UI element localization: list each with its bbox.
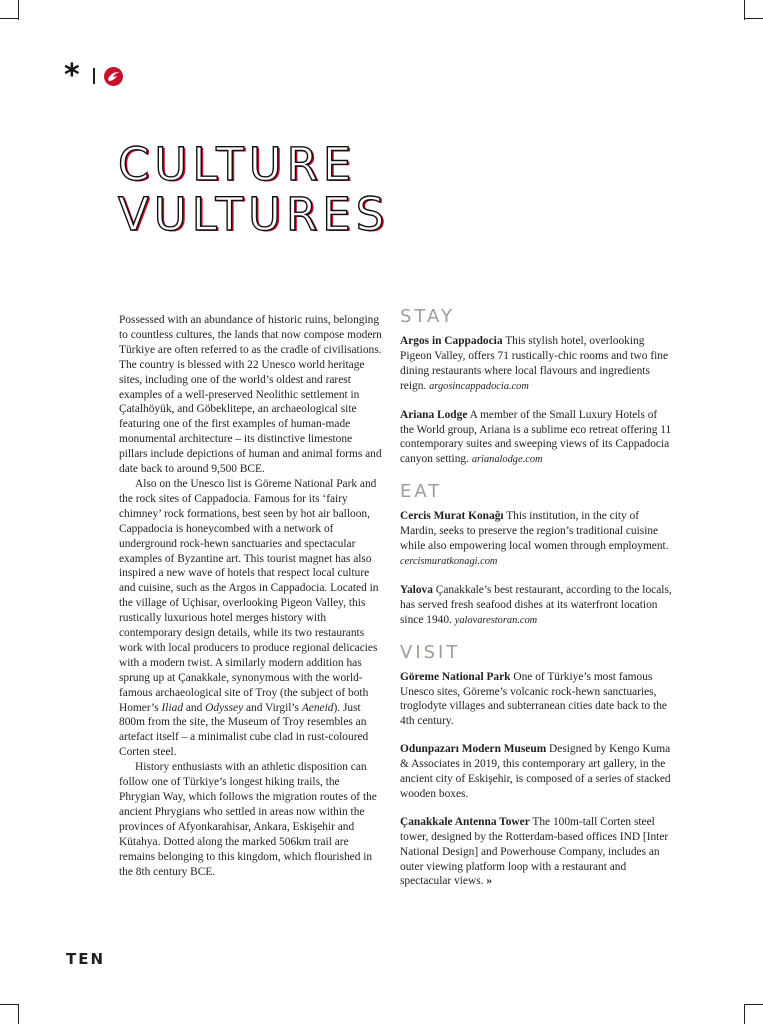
entry-name: Yalova (400, 583, 433, 596)
entry-url[interactable]: cercismuratkonagi.com (400, 555, 498, 567)
crop-mark (18, 0, 19, 20)
asterisk-icon: * (64, 58, 80, 93)
section-heading-stay: STAY (400, 306, 455, 327)
book-title: Odyssey (205, 701, 244, 714)
entry-url[interactable]: arianalodge.com (471, 454, 543, 466)
book-title: Iliad (161, 701, 184, 714)
crop-mark (0, 18, 18, 19)
paragraph: History enthusiasts with an athletic disposition can follow one of Türkiye’s longest hiking trails, the Phrygian Way, which follows the migration routes of the ancient Phrygians who settled in areas now within the provinces of Afyonkarahisar, Ankara, Eskişehir and Kütahya. Dotted along the marked 506km trail are remains belonging to this kingdom, which flourished in the 8th century BCE. (119, 761, 377, 878)
crop-mark (745, 1004, 763, 1005)
list-item: Göreme National Park One of Türkiye’s most famous Unesco sites, Göreme’s volcanic rock-hewn sanctuaries, troglodyte villages and subterranean cities date back to the 4th century. (400, 670, 667, 728)
section-heading-visit: VISIT (400, 641, 461, 663)
turkish-airlines-logo-icon (104, 67, 123, 86)
page-title (118, 140, 389, 240)
paragraph: Possessed with an abundance of historic ruins, belonging to countless cultures, the lands that now compose modern Türkiye are often referred to as the cradle of civilisations. The country is blessed with 22 Unesco world heritage sites, including one of the world’s oldest and rarest examples of a well-preserved Neolithic settlement in Çatalhöyük, and Göbeklitepe, an archaeological site featuring one of the first examples of human-made monumental architecture – its distinctive limestone pillars include depictions of human and animal forms and date back to around 9,500 BCE. (119, 314, 382, 476)
list-item: Argos in Cappadocia This stylish hotel, overlooking Pigeon Valley, offers 71 rustically-chic rooms and two fine dining restaurants where local flavours and ingredients reign. argosincappadocia.com (400, 335, 669, 392)
entry-name: Göreme National Park (400, 670, 511, 683)
list-item: Çanakkale Antenna Tower The 100m-tall Corten steel tower, designed by the Rotterdam-based offices IND [Inter National Design] and Powerhouse Company, includes an outer viewing platform loop with a restaurant and spectacular views. » (400, 815, 669, 888)
header-divider (93, 68, 95, 84)
list-item: Yalova Çanakkale’s best restaurant, according to the locals, has served fresh seafood dishes at its waterfront location since 1940. yalovarestoran.com (400, 583, 672, 626)
list-item: Ariana Lodge A member of the Small Luxury Hotels of the World group, Ariana is a sublime eco retreat offering 11 contemporary suites and sweeping views of its Cappadocia canyon setting. arianalodge.com (400, 408, 672, 466)
list-item: Cercis Murat Konağı This institution, in the city of Mardin, seeks to preserve the region’s traditional cuisine while also empowering local women through employment. cercismuratkonagi.com (400, 510, 669, 567)
article-body (119, 313, 383, 879)
entry-name: Odunpazarı Modern Museum (400, 743, 547, 756)
page-header (64, 58, 123, 93)
entry-name: Argos in Cappadocia (400, 335, 503, 347)
entry-url[interactable]: argosincappadocia.com (429, 380, 529, 392)
crop-mark (744, 1004, 745, 1024)
crop-mark (744, 0, 745, 20)
entry-url[interactable]: yalovarestoran.com (454, 614, 538, 626)
title-line-1: CULTURE (118, 138, 357, 191)
title-line-2: VULTURES (118, 188, 390, 241)
section-heading-eat: EAT (400, 481, 443, 503)
crop-mark (0, 1004, 18, 1005)
continue-arrow-icon: » (486, 875, 493, 888)
crop-mark (18, 1004, 19, 1024)
entry-name: Cercis Murat Konağı (400, 510, 504, 523)
entry-name: Ariana Lodge (400, 408, 468, 421)
book-title: Aeneid (301, 701, 334, 714)
entry-name: Çanakkale Antenna Tower (400, 815, 530, 828)
paragraph: Also on the Unesco list is Göreme National Park and the rock sites of Cappadocia. Famous for its ‘fairy chimney’ rock formations, best seen by hot air balloon, Cappadocia is honeycombed with a network of underground rock-hewn sanctuaries and spectacular examples of Byzantine art. This tourist magnet has also inspired a new wave of hotels that respect local culture and cuisine, such as the Argos in Cappadocia. Located in the village of Uçhisar, overlooking Pigeon Valley, this rustically luxurious hotel merges history with contemporary design details, while its two restaurants work with local producers to produce regional delicacies with a modern twist. A similarly modern addition has sprung up at Çanakkale, synonymous with the world-famous archaeological site of Troy (the subject of both Homer’s Iliad and Odyssey and Virgil’s Aeneid). Just 800m from the site, the Museum of Troy resembles an artefact itself – a minimalist cube clad in rust-coloured Corten steel. (119, 477, 379, 759)
list-item: Odunpazarı Modern Museum Designed by Kengo Kuma & Associates in 2019, this contemporary art gallery, in the ancient city of Eskişehir, is composed of a series of stacked wooden boxes. (400, 743, 671, 800)
crop-mark (745, 18, 763, 19)
guide-sidebar (400, 306, 672, 902)
page-number: TEN (66, 950, 106, 968)
